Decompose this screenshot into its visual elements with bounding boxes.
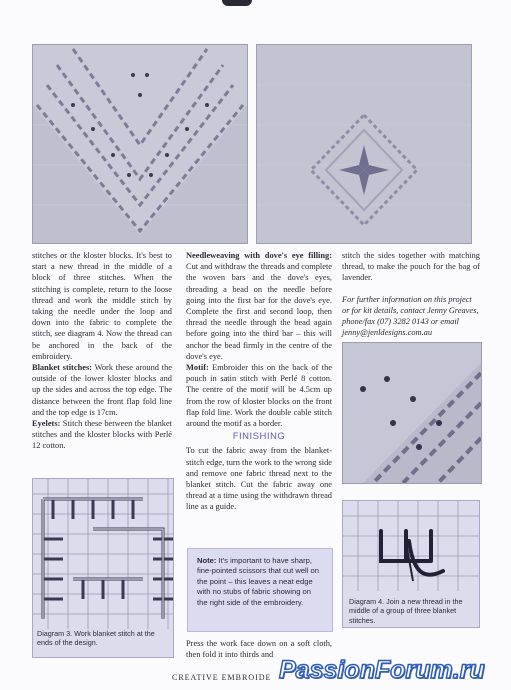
diagram-3 [32,478,174,658]
embroidered-pouch-back-icon [257,45,471,243]
watermark: PassionForum.ru [279,656,485,684]
pouch-back-photo [256,44,472,244]
column-right [342,250,480,338]
eyelets-heading: Eyelets: [32,419,61,429]
pouch-front-photo [32,44,248,244]
blanket-stitch-diagram-icon [33,479,173,629]
needleweaving-text: Cut and withdraw the threads and complete the woven bars and the dove's eyes, threading a bead on the needle before going into the first bar for the dove's eye. Complete the first and second loop, then thread the needle through the bead again before going into the third bar – this will anchor the bead firmly in the centre of the dove's eye. [186,262,332,361]
motif-paragraph [186,362,332,429]
note-box [187,548,333,632]
column-middle [186,250,332,513]
closing-paragraph: stitch the sides together with matching thread, to make the pouch for the bag of lavender. [342,251,480,283]
join-thread-diagram-icon [343,501,479,591]
detail-photo [342,342,482,484]
contact-info: For further information on this project or for kit details, contact Jenny Greaves, phone/fax (07) 3282 0143 or email jenny@jenldesigns.com.au [342,294,479,338]
diagram-4-caption: Diagram 4. Join a new thread in the middle of a group of three blanket stitches. [349,597,463,625]
blanket-stitches-paragraph [32,362,172,418]
footer-text: CREATIVE EMBROIDE [172,673,272,682]
top-ornament [222,0,252,6]
motif-heading: Motif: [186,363,209,373]
note-heading: Note: [197,556,217,565]
needleweaving-heading: Needleweaving with dove's eye filling: [186,251,332,260]
kloster-block-detail-icon [343,343,481,483]
column-left [32,250,172,452]
needleweaving-paragraph [186,250,332,362]
eyelets-text: Stitch these between the blanket stitches and the kloster blocks with Perlé 12 cotton. [32,419,172,451]
diagram-4 [342,500,480,628]
finishing-heading: FINISHING [232,431,286,443]
intro-paragraph: stitches or the kloster blocks. It's best to start a new thread in the middle of a block of three stitches. When the stitching is complete, return to the loose thread and work the middle stitch by taking the needle under the loop and down into the fabric to complete the stitch, see diagram 4. Now the thread can be anchored in the back of the embroidery. [32,251,172,361]
blanket-stitches-heading: Blanket stitches: [32,363,92,373]
blanket-stitches-text: Work these around the outside of the lower kloster blocks and up the sides and across the top edge. The distance between the front flap fold line and the top edge is 17cm. [32,363,172,417]
note-text: It's important to have sharp, fine-pointed scissors that cut well on the point – this leaves a neat edge with no stubs of fabric showing on the right side of the embroidery. [197,556,319,607]
motif-text: Embroider this on the back of the pouch in satin stitch with Perlé 8 cotton. The centre of the motif will be 4.5cm up from the row of kloster blocks on the front flap fold line. Work the double cable stitch around the motif as a border. [186,363,332,429]
embroidered-pouch-front-icon [33,45,247,243]
diagram-3-caption: Diagram 3. Work blanket stitch at the ends of the design. [37,629,155,648]
press-paragraph: Press the work face down on a soft cloth, then fold it into thirds and [186,639,332,660]
eyelets-paragraph [32,418,172,452]
finishing-paragraph: To cut the fabric away from the blanket-stitch edge, turn the work to the wrong side and remove one fabric thread next to the blanket stitch. Cut the fabric away one thread at a time using the withdrawn thread line as a guide. [186,446,332,512]
